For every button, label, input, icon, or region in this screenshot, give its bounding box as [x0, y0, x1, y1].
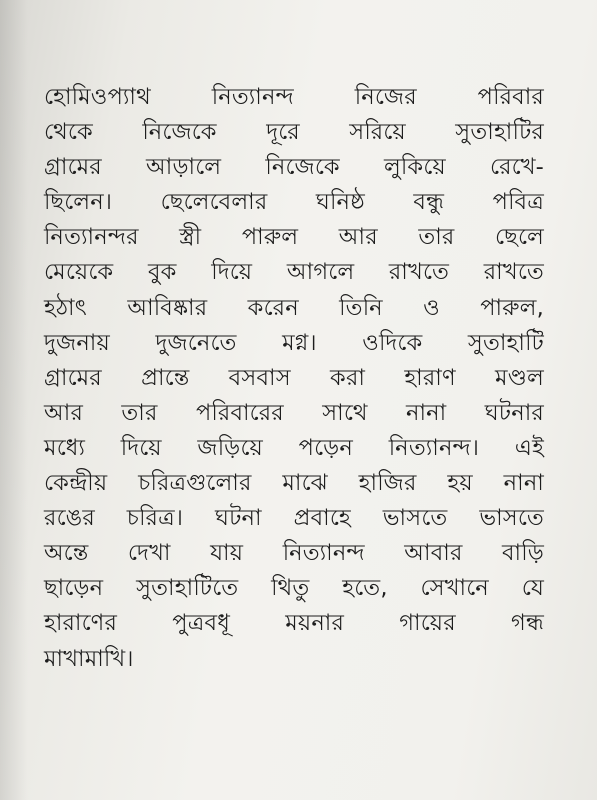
- paragraph-line: ছিলেন। ছেলেবেলার ঘনিষ্ঠ বন্ধু পবিত্র: [44, 189, 544, 216]
- paragraph-line: রঙের চরিত্র। ঘটনা প্রবাহে ভাসতে ভাসতে: [44, 505, 544, 532]
- paragraph-line: নিত্যানন্দর স্ত্রী পারুল আর তার ছেলে: [44, 224, 544, 251]
- synopsis-paragraph: [44, 80, 544, 677]
- paragraph-line: গ্রামের আড়ালে নিজেকে লুকিয়ে রেখে-: [44, 154, 544, 181]
- paragraph-line: ছাড়েন সুতাহাটিতে থিতু হতে, সেখানে যে: [44, 575, 544, 602]
- paragraph-line: থেকে নিজেকে দূরে সরিয়ে সুতাহাটির: [44, 119, 544, 146]
- paragraph-line: কেন্দ্রীয় চরিত্রগুলোর মাঝে হাজির হয় নানা: [44, 470, 544, 497]
- paragraph-line: হারাণের পুত্রবধূ ময়নার গায়ের গন্ধ: [44, 610, 544, 637]
- paragraph-line: অন্তে দেখা যায় নিত্যানন্দ আবার বাড়ি: [44, 540, 544, 567]
- paragraph-line: মধ্যে দিয়ে জড়িয়ে পড়েন নিত্যানন্দ। এই: [44, 434, 544, 461]
- paragraph-line: হঠাৎ আবিষ্কার করেন তিনি ও পারুল,: [44, 294, 544, 321]
- paragraph-line: আর তার পরিবারের সাথে নানা ঘটনার: [44, 399, 544, 426]
- paragraph-line: হোমিওপ্যাথ নিত্যানন্দ নিজের পরিবার: [44, 84, 544, 110]
- page-spine-shadow: [0, 0, 28, 800]
- paragraph-line: গ্রামের প্রান্তে বসবাস করা হারাণ মণ্ডল: [44, 364, 544, 391]
- paragraph-line: দুজনায় দুজনেতে মগ্ন। ওদিকে সুতাহাটি: [44, 329, 544, 356]
- paragraph-line: মেয়েকে বুক দিয়ে আগলে রাখতে রাখতে: [44, 259, 544, 286]
- paragraph-line-last: মাখামাখি।: [44, 645, 134, 672]
